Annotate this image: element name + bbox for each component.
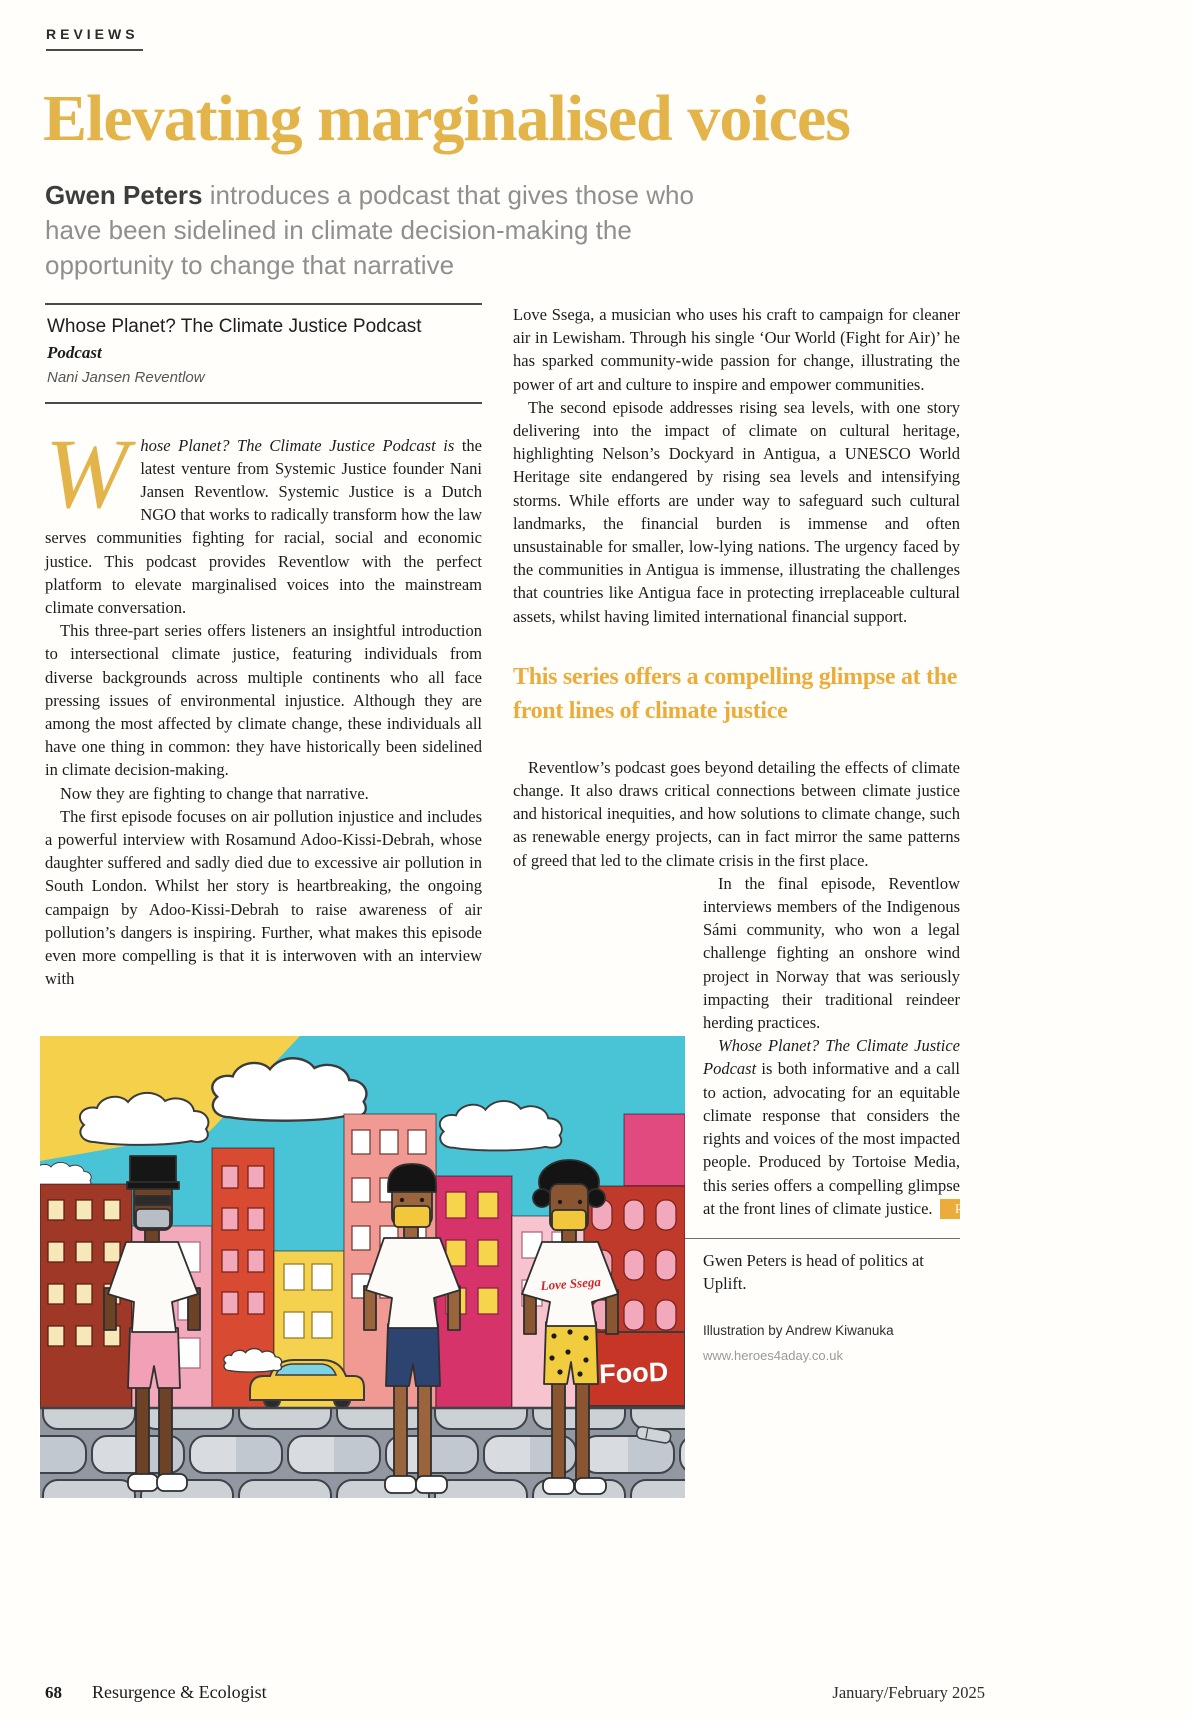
standfirst-author: Gwen Peters xyxy=(45,180,203,210)
credit-url: www.heroes4aday.co.uk xyxy=(703,1348,843,1364)
italic-lead: Whose Planet? The Climate Justice Podcast xyxy=(703,1036,960,1079)
page-number: 68 xyxy=(45,1683,62,1702)
review-creator: Nani Jansen Reventlow xyxy=(47,369,205,387)
pull-quote: This series offers a compelling glimpse at the front lines of climate justice xyxy=(513,663,958,724)
shirt-text: Love Ssega xyxy=(540,1273,602,1294)
magazine-name: Resurgence & Ecologist xyxy=(92,1682,267,1702)
review-title: Whose Planet? The Climate Justice Podcast xyxy=(47,316,422,337)
end-mark: R xyxy=(940,1199,960,1219)
author-bio: Gwen Peters is head of politics at Uplift. xyxy=(513,1238,960,1295)
paragraph-text: the latest venture from Systemic Justice founder Nani Jansen Reventlow. Systemic Justice is a Dutch NGO that works to radically transform how the law serves communities fighting for racial, social and economic justice. This podcast provides Reventlow with the perfect platform to elevate marginalised voices into the mainstream climate conversation. xyxy=(45,435,482,618)
footer-left xyxy=(45,1682,267,1703)
credit-byline: Illustration by Andrew Kiwanuka xyxy=(703,1322,894,1338)
paragraph: The second episode addresses rising sea levels, with one story delivering into the impact of climate on cultural heritage, highlighting Nelson’s Dockyard in Antigua, a UNESCO World Heritage site endangered by rising sea levels and intensifying storms. While efforts are under way to safeguard such cultural landmarks, the financial burden is immense and often unsustainable for smaller, low-lying nations. The urgency faced by the communities in Antigua is immense, illustrating the challenges that countries like Antigua face in protecting irreplaceable cultural assets, whilst having limited international financial support. xyxy=(513,397,960,626)
review-medium: Podcast xyxy=(47,343,102,363)
paragraph: In the final episode, Reventlow interviews members of the Indigenous Sámi community, who won a legal challenge fighting an onshore wind project in Norway that was seriously impacting their traditional reindeer herding practices. xyxy=(703,873,960,1033)
standfirst xyxy=(45,178,705,283)
paragraph xyxy=(45,417,482,620)
paragraph: Reventlow’s podcast goes beyond detailing the effects of climate change. It also draws critical connections between climate justice and historical inequities, and how solutions to climate change, such as renewable energy projects, can in fact mirror the same patterns of greed that led to the climate crisis in the first place. xyxy=(513,757,960,870)
section-kicker: REVIEWS xyxy=(46,26,143,51)
truck-text: FooD xyxy=(598,1356,669,1390)
review-details xyxy=(45,303,482,404)
drop-cap: W xyxy=(45,417,129,529)
page-footer xyxy=(45,1682,985,1703)
paragraph-text: is both informative and a call to action, advocating for an equitable climate response that considers the rights and voices of the most impacted people. Produced by Tortoise Media, this series offers a compelling glimpse at the front lines of climate justice. xyxy=(703,1059,960,1218)
paragraph: Now they are fighting to change that narrative. xyxy=(60,783,369,803)
article-headline: Elevating marginalised voices xyxy=(43,82,850,155)
italic-lead: hose Planet? The Climate Justice Podcast is xyxy=(140,435,455,455)
left-column xyxy=(45,303,482,990)
paragraph: Love Ssega, a musician who uses his craft to campaign for cleaner air in Lewisham. Through his single ‘Our World (Fight for Air)’ he has sparked community-wide passion for change, illustrating the power of art and culture to inspire and empower communities. xyxy=(513,305,960,394)
standfirst-text: introduces a podcast that gives those who have been sidelined in climate decision-making the opportunity to change that narrative xyxy=(45,180,694,280)
paragraph: The first episode focuses on air pollution injustice and includes a powerful interview with Rosamund Adoo-Kissi-Debrah, whose daughter suffered and sadly died due to excessive air pollution in South London. Whilst her story is heartbreaking, the ongoing campaign by Adoo-Kissi-Debrah to raise awareness of air pollution’s dangers is inspiring. Further, what makes this episode even more compelling is that it is interwoven with an interview with xyxy=(45,806,482,989)
issue-date: January/February 2025 xyxy=(832,1683,985,1702)
illustration xyxy=(40,1036,685,1498)
paragraph: This three-part series offers listeners an insightful introduction to intersectional climate justice, featuring individuals from diverse backgrounds across multiple continents who all face pressing issues of environmental injustice. Although they are among the most affected by climate change, these individuals all have one thing in common: they have historically been sidelined in climate decision-making. xyxy=(45,621,482,780)
